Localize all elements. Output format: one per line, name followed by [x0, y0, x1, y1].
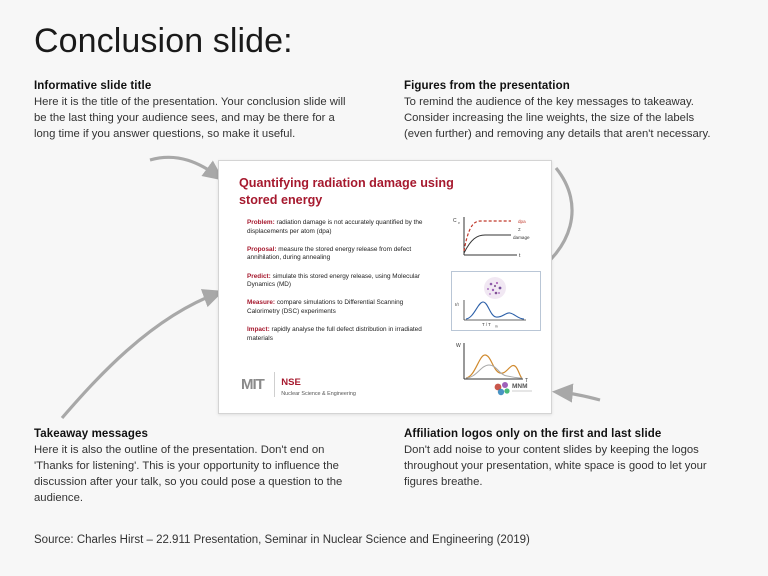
- bullet-text: measure the stored energy release from defect annihilation, during annealing: [247, 245, 412, 262]
- bullet-text: rapidly analyse the full defect distribution in irradiated materials: [247, 326, 422, 342]
- svg-text:I/I: I/I: [455, 302, 459, 307]
- annotation-body: To remind the audience of the key messages to takeaway. Consider increasing the line weights, the size of the labels (even further) and removing any details that aren't necessary.: [404, 96, 711, 141]
- svg-text:dpa: dpa: [518, 219, 526, 224]
- svg-text:T / T: T / T: [482, 322, 491, 327]
- mnm-logo: [485, 379, 535, 401]
- source-note: Source: Charles Hirst – 22.911 Presentation, Seminar in Nuclear Science and Engineering (2019): [34, 534, 530, 546]
- annotation-affiliation-logos: [404, 428, 734, 490]
- annotation-body: Here it is the title of the presentation. Your conclusion slide will be the last thing your audience sees, and may be there for a long time if you answer questions, so make it useful.: [34, 96, 346, 141]
- bullet-text: radiation damage is not accurately quantified by the displacements per atom (dpa): [247, 219, 423, 235]
- annotation-heading: Informative slide title: [34, 80, 152, 92]
- svg-text:MNM: MNM: [512, 383, 528, 390]
- svg-text:W: W: [456, 343, 461, 349]
- nse-block: [274, 372, 356, 397]
- svg-text:m: m: [495, 324, 498, 328]
- bullet-label: Measure:: [247, 299, 276, 307]
- mit-nse-logo: [241, 372, 356, 397]
- arrow-logos-to-logos: [558, 392, 600, 400]
- arrow-title-to-slide: [150, 157, 219, 177]
- nse-label: NSE: [281, 376, 301, 388]
- arrow-takeaway-to-bullets: [62, 293, 218, 418]
- annotation-heading: Affiliation logos only on the first and last slide: [404, 428, 662, 440]
- bullet-impact: [247, 326, 437, 343]
- bullet-problem: [247, 219, 437, 236]
- annotation-heading: Takeaway messages: [34, 428, 149, 440]
- bullet-text: compare simulations to Differential Scanning Calorimetry (DSC) experiments: [247, 299, 404, 315]
- bullet-label: Problem:: [247, 219, 275, 226]
- annotation-informative-slide-title: [34, 80, 354, 142]
- svg-text:t: t: [519, 253, 521, 259]
- bullet-proposal: [247, 246, 437, 263]
- mnm-mark-icon: [485, 379, 535, 401]
- svg-text:damage: damage: [513, 235, 530, 240]
- mini-slide-bullets: [247, 219, 437, 353]
- svg-text:v: v: [458, 221, 460, 225]
- annotation-heading: Figures from the presentation: [404, 80, 570, 92]
- bullet-measure: [247, 299, 437, 316]
- annotation-takeaway-messages: [34, 428, 364, 506]
- svg-text:T: T: [525, 378, 529, 384]
- figure-dpa-damage: [451, 213, 539, 265]
- figure-defect-cluster-curve: [451, 271, 541, 331]
- mini-slide-title: Quantifying radiation damage using stored energy: [239, 176, 454, 207]
- example-conclusion-slide: [218, 160, 552, 414]
- bullet-label: Proposal:: [247, 245, 277, 253]
- annotation-body: Don't add noise to your content slides by keeping the logos throughout your presentation, white space is good to let your figures breathe.: [404, 444, 707, 489]
- annotation-figures-from-presentation: [404, 80, 724, 142]
- bullet-text: simulate this stored energy release, using Molecular Dynamics (MD): [247, 272, 420, 289]
- mit-wordmark: MIT: [241, 375, 264, 393]
- svg-text:≠: ≠: [518, 227, 521, 232]
- svg-text:C: C: [453, 218, 457, 224]
- nse-sublabel: Nuclear Science & Engineering: [281, 390, 356, 397]
- bullet-label: Predict:: [247, 272, 271, 280]
- annotation-body: Here it is also the outline of the presentation. Don't end on 'Thanks for listening'. This is your opportunity to influence the discussion after your talk, so you could pose a question to the audience.: [34, 444, 343, 505]
- bullet-predict: [247, 273, 437, 290]
- page-title: Conclusion slide:: [34, 22, 293, 60]
- bullet-label: Impact:: [247, 326, 270, 334]
